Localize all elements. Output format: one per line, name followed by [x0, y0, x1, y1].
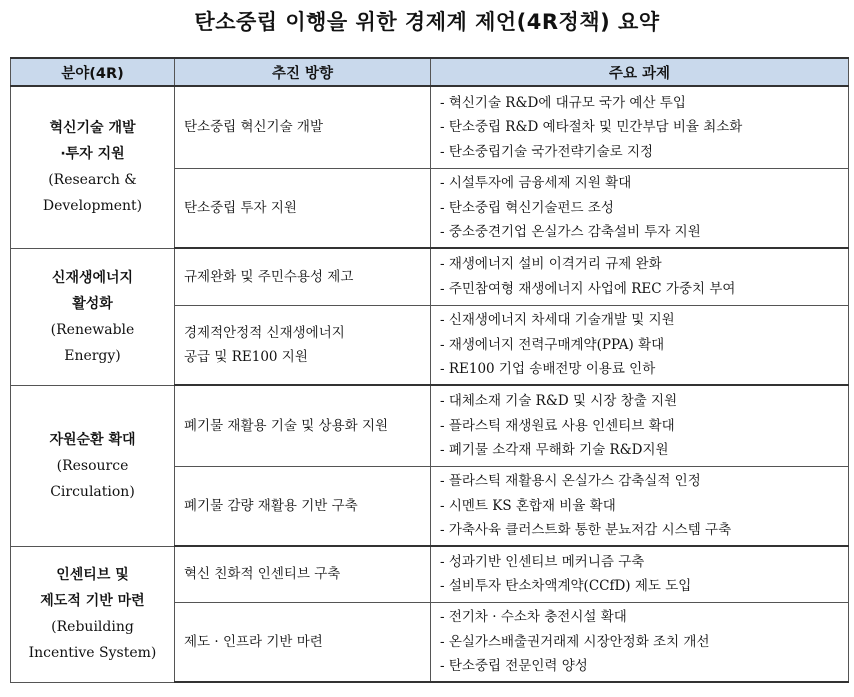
direction-cell — [175, 385, 431, 466]
task-item: - 전기차 · 수소차 충전시설 확대 — [440, 609, 627, 625]
table-row — [11, 546, 849, 602]
field-name-en: (Rebuilding — [51, 619, 134, 635]
field-name-ko: 인센티브 및 — [56, 567, 129, 583]
field-cell — [11, 86, 175, 248]
task-item: - 신재생에너지 차세대 기술개발 및 지원 — [440, 312, 675, 328]
header-tasks: 주요 과제 — [431, 58, 849, 86]
direction-cell — [175, 248, 431, 305]
field-name-en: Energy) — [64, 347, 121, 364]
field-cell — [11, 546, 175, 682]
task-item: - 시멘트 KS 혼합재 비율 확대 — [440, 497, 616, 514]
field-name-en: (Research & — [48, 172, 137, 189]
tasks-cell — [431, 86, 849, 168]
task-item: - 대체소재 기술 R&D 및 시장 창출 지원 — [440, 393, 678, 409]
table-row — [11, 86, 849, 168]
direction-text: 제도 · 인프라 기반 마련 — [184, 633, 323, 650]
task-item: - 온실가스배출권거래제 시장안정화 조치 개선 — [440, 633, 710, 650]
field-name-ko: 활성화 — [72, 295, 113, 312]
task-item: - 혁신기술 R&D에 대규모 국가 예산 투입 — [440, 94, 686, 111]
field-name-en: (Resource — [56, 457, 129, 474]
field-name-ko: 혁신기술 개발 — [49, 120, 136, 137]
task-item: - 탄소중립 전문인력 양성 — [440, 658, 588, 674]
header-direction: 추진 방향 — [175, 58, 431, 86]
direction-text: 폐기물 감량 재활용 기반 구축 — [184, 497, 358, 514]
field-cell — [11, 248, 175, 385]
policy-summary-table — [10, 57, 849, 683]
tasks-cell — [431, 305, 849, 385]
task-item: - 플라스틱 재생원료 사용 인센티브 확대 — [440, 417, 675, 434]
direction-text: 규제완화 및 주민수용성 제고 — [184, 268, 354, 285]
direction-cell — [175, 602, 431, 682]
task-item: - RE100 기업 송배전망 이용료 인하 — [440, 361, 656, 377]
tasks-cell — [431, 385, 849, 466]
page-title: 탄소중립 이행을 위한 경제계 제언(4R정책) 요약 — [194, 10, 660, 34]
header-field: 분야(4R) — [11, 58, 175, 86]
task-item: - 설비투자 탄소차액계약(CCfD) 제도 도입 — [440, 578, 692, 595]
direction-cell — [175, 305, 431, 385]
direction-text: 혁신 친화적 인센티브 구축 — [184, 566, 341, 583]
task-item: - 재생에너지 설비 이격거리 규제 완화 — [440, 256, 662, 273]
direction-cell — [175, 168, 431, 248]
field-cell — [11, 385, 175, 546]
direction-cell — [175, 86, 431, 168]
task-item: - 중소중견기업 온실가스 감축설비 투자 지원 — [440, 224, 701, 240]
direction-text: 경제적안정적 신재생에너지 — [184, 324, 345, 341]
field-name-en: (Renewable — [50, 321, 135, 338]
field-name-en: Circulation) — [50, 483, 135, 500]
table-row — [11, 385, 849, 466]
task-item: - 탄소중립기술 국가전략기술로 지정 — [440, 143, 654, 160]
task-item: - 탄소중립 혁신기술펀드 조성 — [440, 199, 614, 216]
tasks-cell — [431, 168, 849, 248]
field-name-ko: 자원순환 확대 — [49, 431, 136, 448]
field-name-ko: 신재생에너지 — [51, 269, 134, 286]
direction-cell — [175, 466, 431, 546]
task-item: - 탄소중립 R&D 예타절차 및 민간부담 비율 최소화 — [440, 119, 743, 135]
task-item: - 성과기반 인센티브 메커니즘 구축 — [440, 553, 645, 570]
tasks-cell — [431, 602, 849, 682]
direction-cell — [175, 546, 431, 602]
field-name-en: Incentive System) — [28, 645, 157, 661]
task-item: - 주민참여형 재생에너지 사업에 REC 가중치 부여 — [440, 280, 736, 297]
table-header-row — [11, 58, 849, 86]
tasks-cell — [431, 546, 849, 602]
table-row — [11, 248, 849, 305]
tasks-cell — [431, 248, 849, 305]
direction-text: 공급 및 RE100 지원 — [184, 348, 308, 365]
field-name-ko: ·투자 지원 — [60, 146, 125, 163]
direction-text: 탄소중립 혁신기술 개발 — [184, 119, 323, 136]
tasks-cell — [431, 466, 849, 546]
task-item: - 재생에너지 전력구매계약(PPA) 확대 — [440, 336, 665, 353]
field-name-ko: 제도적 기반 마련 — [40, 593, 145, 609]
direction-text: 탄소중립 투자 지원 — [184, 199, 297, 216]
task-item: - 플라스틱 재활용시 온실가스 감축실적 인정 — [440, 473, 701, 489]
task-item: - 시설투자에 금융세제 지원 확대 — [440, 175, 632, 191]
task-item: - 가축사육 클러스트화 통한 분뇨저감 시스템 구축 — [440, 522, 732, 538]
field-name-en: Development) — [42, 198, 143, 215]
direction-text: 폐기물 재활용 기술 및 상용화 지원 — [184, 417, 389, 434]
task-item: - 폐기물 소각재 무해화 기술 R&D지원 — [440, 442, 669, 458]
